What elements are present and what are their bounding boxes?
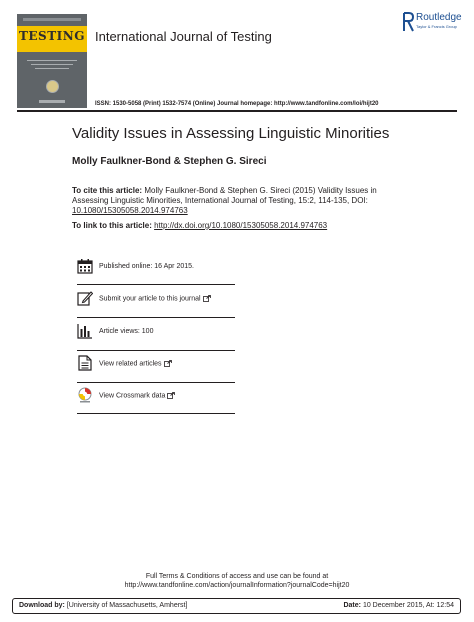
bar-chart-icon — [77, 323, 93, 339]
published-date: Published online: 16 Apr 2015. — [99, 263, 194, 270]
related-row[interactable] — [77, 355, 235, 377]
cover-seal-icon — [46, 80, 59, 93]
link-to-article — [72, 221, 327, 230]
submit-label: Submit your article to this journal — [99, 295, 201, 303]
download-info-bar — [12, 598, 461, 614]
views-row — [77, 323, 235, 345]
routledge-logo — [402, 12, 464, 34]
journal-title[interactable]: International Journal of Testing — [95, 29, 272, 44]
cover-title: TESTING — [18, 29, 85, 43]
logo-brand: Routledge — [416, 12, 462, 23]
link-label: To link to this article: — [72, 221, 152, 230]
article-title: Validity Issues in Assessing Linguistic Minorities — [72, 125, 390, 142]
row-divider — [77, 284, 235, 285]
external-link-icon — [164, 360, 172, 367]
row-divider — [77, 382, 235, 383]
document-icon — [77, 355, 93, 371]
submit-article-link[interactable] — [99, 295, 211, 302]
header-divider — [17, 110, 457, 112]
related-articles-link[interactable] — [99, 360, 172, 367]
issn-line: ISSN: 1530-5058 (Print) 1532-7574 (Online) Journal homepage: http://www.tandfonline.com/loi/hijt20 — [95, 101, 379, 107]
external-link-icon — [167, 392, 175, 399]
cite-doi-link[interactable]: 10.1080/15305058.2014.974763 — [72, 206, 188, 215]
download-date — [343, 602, 454, 609]
crossmark-link[interactable] — [99, 392, 175, 399]
submit-row[interactable] — [77, 290, 235, 312]
routledge-r-icon — [402, 12, 414, 32]
published-row — [77, 258, 235, 280]
calendar-icon — [77, 258, 93, 274]
article-url-link[interactable]: http://dx.doi.org/10.1080/15305058.2014.974763 — [154, 221, 328, 230]
article-views: Article views: 100 — [99, 328, 154, 335]
download-by-label: Download by: — [19, 602, 65, 609]
edit-pencil-icon — [77, 290, 93, 306]
download-by — [19, 602, 187, 609]
cite-label: To cite this article: — [72, 186, 143, 195]
crossmark-row[interactable] — [77, 387, 235, 409]
related-label: View related articles — [99, 360, 162, 368]
article-authors: Molly Faulkner-Bond & Stephen G. Sireci — [72, 156, 267, 167]
journal-cover-image — [17, 14, 87, 108]
row-divider — [77, 350, 235, 351]
download-date-label: Date: — [343, 602, 361, 609]
external-link-icon — [203, 295, 211, 302]
row-divider — [77, 413, 235, 414]
logo-subtitle: Taylor & Francis Group — [416, 24, 457, 29]
terms-url-link[interactable]: http://www.tandfonline.com/action/journalInformation?journalCode=hijt20 — [124, 582, 350, 589]
citation-block — [72, 186, 392, 216]
crossmark-label: View Crossmark data — [99, 392, 166, 400]
row-divider — [77, 317, 235, 318]
download-date-value: 10 December 2015, At: 12:54 — [362, 602, 454, 609]
terms-line: Full Terms & Conditions of access and use can be found at — [145, 573, 329, 580]
terms-footer — [0, 572, 474, 590]
crossmark-icon — [77, 387, 93, 403]
cite-text: Molly Faulkner-Bond & Stephen G. Sireci (2015) Validity Issues in Assessing Linguistic Minorities, International Journal of Testing, 15:2, 114-135, DOI: — [72, 186, 377, 205]
download-by-value: [University of Massachusetts, Amherst] — [66, 602, 188, 609]
